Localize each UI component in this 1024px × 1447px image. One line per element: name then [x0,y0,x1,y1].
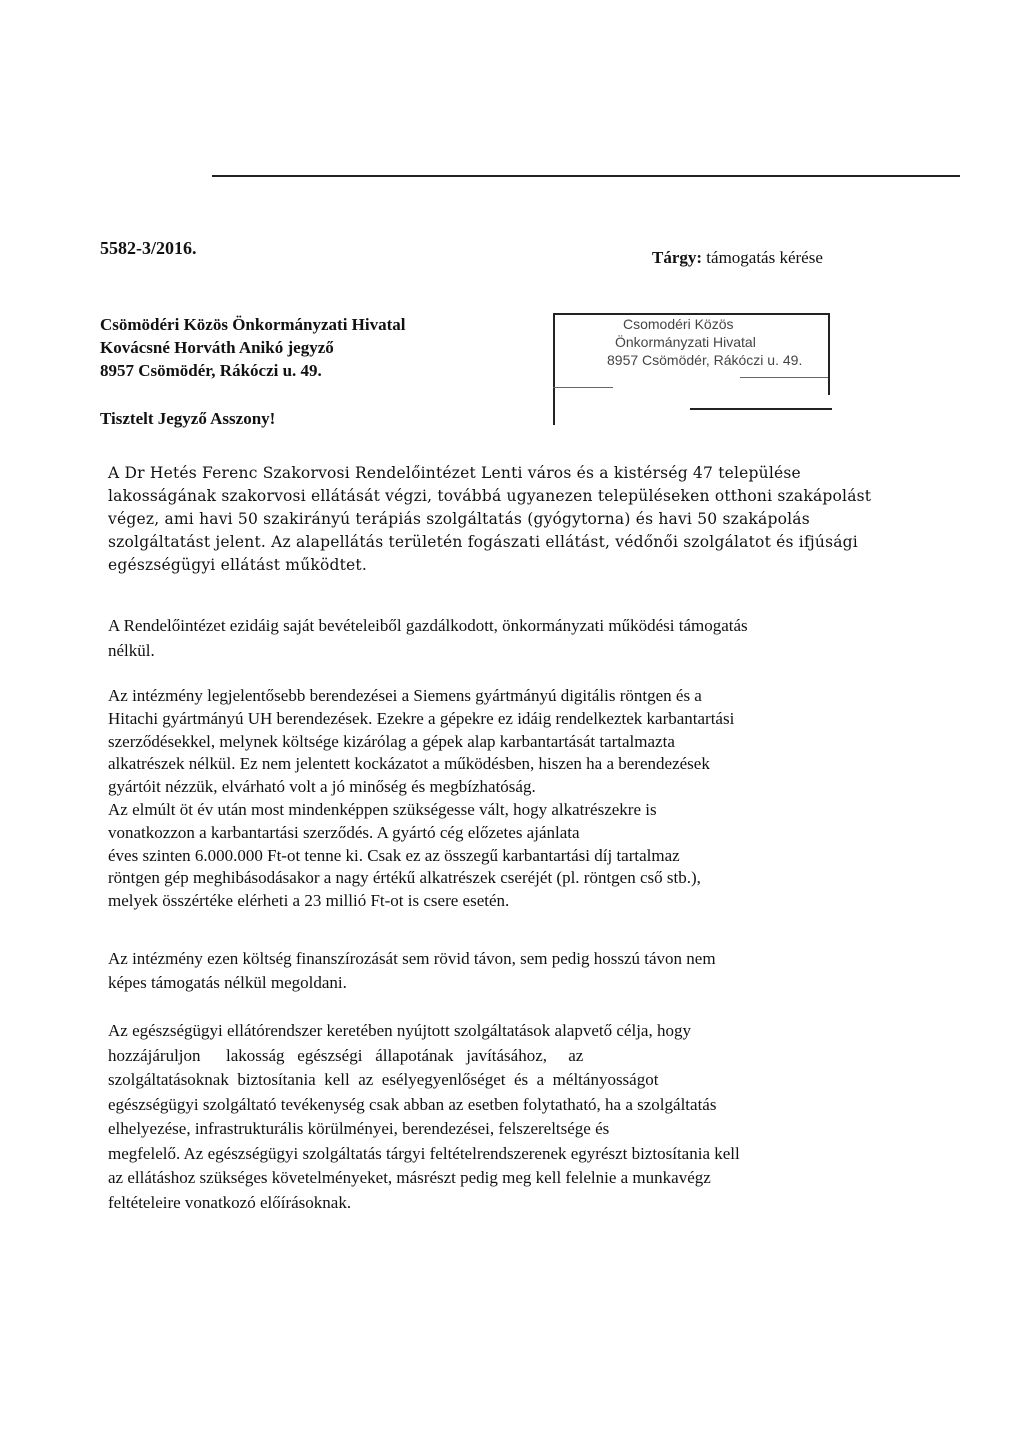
paragraph-funding [108,613,898,663]
subject-line [652,248,823,268]
paragraph-equipment [108,685,898,913]
stamp-border-left [553,395,555,425]
text-line: Hitachi gyártmányú UH berendezések. Ezekre a gépekre ez idáig rendelkeztek karbantartási [108,708,735,728]
text-line: hozzájáruljon lakosság egészségi állapotának javításához, az [108,1045,584,1065]
addressee-person: Kovácsné Horváth Anikó jegyző [100,338,334,357]
text-line: az ellátáshoz szükséges követelményeket, másrészt pedig meg kell felelnie a munkavégz [108,1168,711,1187]
text-line: végez, ami havi 50 szakirányú terápiás szolgáltatás (gyógytorna) és havi 50 szakápolás [108,510,810,528]
text-line: nélkül. [108,641,155,660]
paragraph-healthcare-system [108,1019,898,1215]
stamp-line-2: Önkormányzati Hivatal [615,334,756,350]
text-line: szerződésekkel, melynek költsége kizárólag a gépek alap karbantartását tartalmazta [108,731,675,751]
stamp-line-1: Csomodéri Közös [623,316,734,332]
subject-label: Tárgy: [652,248,703,267]
text-line: szolgáltatást jelent. Az alapellátás területén fogászati ellátást, védőnői szolgálatot és ifjúsági [108,533,858,551]
paragraph-institution [108,462,898,577]
reference-number: 5582-3/2016. [100,238,197,258]
text-line: A Rendelőintézet ezidáig saját bevételeiből gazdálkodott, önkormányzati működési támogatás [108,616,748,635]
text-line: Az intézmény legjelentősebb berendezései a Siemens gyártmányú digitális röntgen és a [108,686,702,705]
text-line: képes támogatás nélkül megoldani. [108,973,347,992]
text-line: lakosságának szakorvosi ellátását végzi, továbbá ugyanezen településeken otthoni szakápolást [108,487,872,505]
salutation: Tisztelt Jegyző Asszony! [100,409,276,428]
addressee-address: 8957 Csömödér, Rákóczi u. 49. [100,361,322,380]
text-line: Az intézmény ezen költség finanszírozását sem rövid távon, sem pedig hosszú távon nem [108,949,716,968]
received-stamp [553,313,830,395]
text-line: vonatkozzon a karbantartási szerződés. A gyártó cég előzetes ajánlata [108,822,580,842]
text-line: A Dr Hetés Ferenc Szakorvosi Rendelőintézet Lenti város és a kistérség 47 települése [108,464,801,482]
text-line: éves szinten 6.000.000 Ft-ot tenne ki. Csak ez az összegű karbantartási díj tartalmaz [108,845,680,865]
addressee-block [100,313,406,382]
text-line: Az elmúlt öt év után most mindenképpen szükségesse vált, hogy alkatrészekre is [108,799,657,819]
stamp-line-3: 8957 Csömödér, Rákóczi u. 49. [607,352,803,368]
stamp-border-bottom [690,408,832,410]
text-line: feltételeire vonatkozó előírásoknak. [108,1192,352,1212]
text-line: gyártóit nézzük, elvárható volt a jó minőség és megbízhatóság. [108,777,536,797]
text-line: röntgen gép meghibásodásakor a nagy értékű alkatrészek cseréjét (pl. röntgen cső stb.), [108,868,701,888]
subject-text: támogatás kérése [706,248,823,267]
text-line: alkatrészek nélkül. Ez nem jelentett kockázatot a működésben, hiszen ha a berendezések [108,754,710,774]
text-line: megfelelő. Az egészségügyi szolgáltatás tárgyi feltételrendszerenek egyrészt biztosítania kell [108,1143,740,1163]
paragraph-financing [108,947,898,995]
text-line: egészségügyi szolgáltató tevékenység csak abban az esetben folytatható, ha a szolgáltatás [108,1094,717,1114]
text-line: elhelyezése, infrastrukturális körülményei, berendezései, felszereltsége és [108,1119,610,1138]
stamp-field-line [553,387,613,388]
text-line: egészségügyi ellátást működtet. [108,556,367,574]
stamp-field-line [740,377,828,378]
addressee-office: Csömödéri Közös Önkormányzati Hivatal [100,315,406,334]
text-line: melyek összértéke elérheti a 23 millió Ft-ot is csere esetén. [108,891,510,911]
text-line: szolgáltatásoknak biztosítania kell az esélyegyenlőséget és a méltányosságot [108,1070,659,1089]
header-rule [212,175,960,177]
text-line: Az egészségügyi ellátórendszer keretében nyújtott szolgáltatások alapvető célja, hogy [108,1021,691,1040]
